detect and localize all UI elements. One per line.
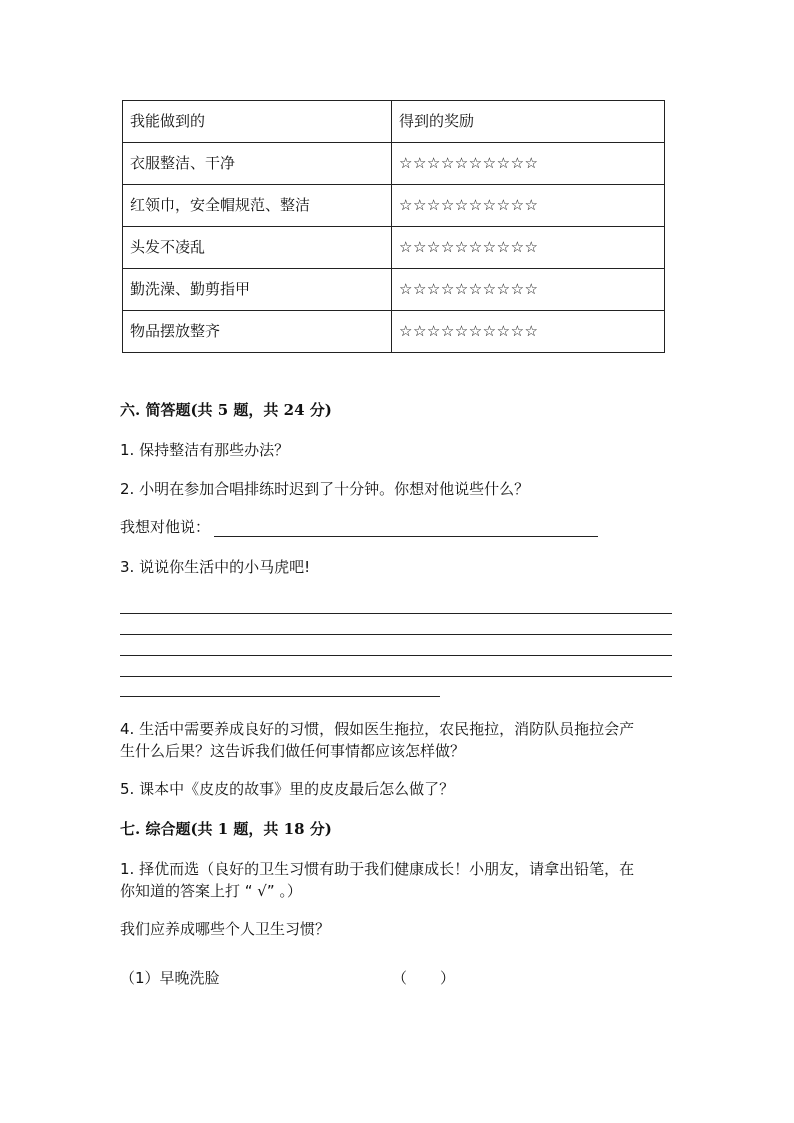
reward-stars[interactable]: ☆☆☆☆☆☆☆☆☆☆ [392,143,665,185]
habit-cell: 衣服整洁、干净 [123,143,392,185]
section6-title: 六. 简答题(共 5 题，共 24 分) [120,401,332,419]
habit-cell: 红领巾，安全帽规范、整洁 [123,185,392,227]
habit-cell: 头发不凌乱 [123,227,392,269]
answer-line[interactable] [120,676,672,677]
table-row [123,227,665,269]
answer-line[interactable] [120,613,672,614]
table-row [123,269,665,311]
reward-table [122,100,665,353]
question-text: 我们应养成哪些个人卫生习惯？ [120,920,331,938]
table-header-row [123,101,665,143]
section7-title: 七. 综合题(共 1 题，共 18 分) [120,820,332,838]
question-text: 3. 说说你生活中的小马虎吧! [120,558,311,576]
reward-stars[interactable]: ☆☆☆☆☆☆☆☆☆☆ [392,311,665,353]
answer-prompt: 我想对他说： [120,518,211,536]
reward-stars[interactable]: ☆☆☆☆☆☆☆☆☆☆ [392,185,665,227]
question-text: 2. 小明在参加合唱排练时迟到了十分钟。你想对他说些什么？ [120,480,530,498]
table-header-cell: 我能做到的 [123,101,392,143]
table-row [123,311,665,353]
answer-paren-close[interactable]: ） [440,969,456,987]
answer-paren-open[interactable]: （ [392,969,408,987]
table-row [123,185,665,227]
question-text: 生什么后果？这告诉我们做任何事情都应该怎样做？ [120,742,466,760]
answer-blank[interactable] [214,520,598,537]
question-text: 1. 保持整洁有那些办法？ [120,441,290,459]
answer-line[interactable] [120,696,440,697]
question-text: 你知道的答案上打 “ √” 。） [120,882,302,900]
option-label: （1）早晚洗脸 [120,969,220,987]
reward-stars[interactable]: ☆☆☆☆☆☆☆☆☆☆ [392,269,665,311]
table-header-cell: 得到的奖励 [392,101,665,143]
question-text: 1. 择优而选（良好的卫生习惯有助于我们健康成长！小朋友，请拿出铅笔，在 [120,860,635,878]
question-text: 4. 生活中需要养成良好的习惯，假如医生拖拉，农民拖拉，消防队员拖拉会产 [120,720,635,738]
table-row [123,143,665,185]
reward-stars[interactable]: ☆☆☆☆☆☆☆☆☆☆ [392,227,665,269]
answer-line[interactable] [120,655,672,656]
habit-cell: 物品摆放整齐 [123,311,392,353]
answer-row [120,517,598,537]
answer-line[interactable] [120,634,672,635]
habit-cell: 勤洗澡、勤剪指甲 [123,269,392,311]
question-text: 5. 课本中《皮皮的故事》里的皮皮最后怎么做了？ [120,780,455,798]
